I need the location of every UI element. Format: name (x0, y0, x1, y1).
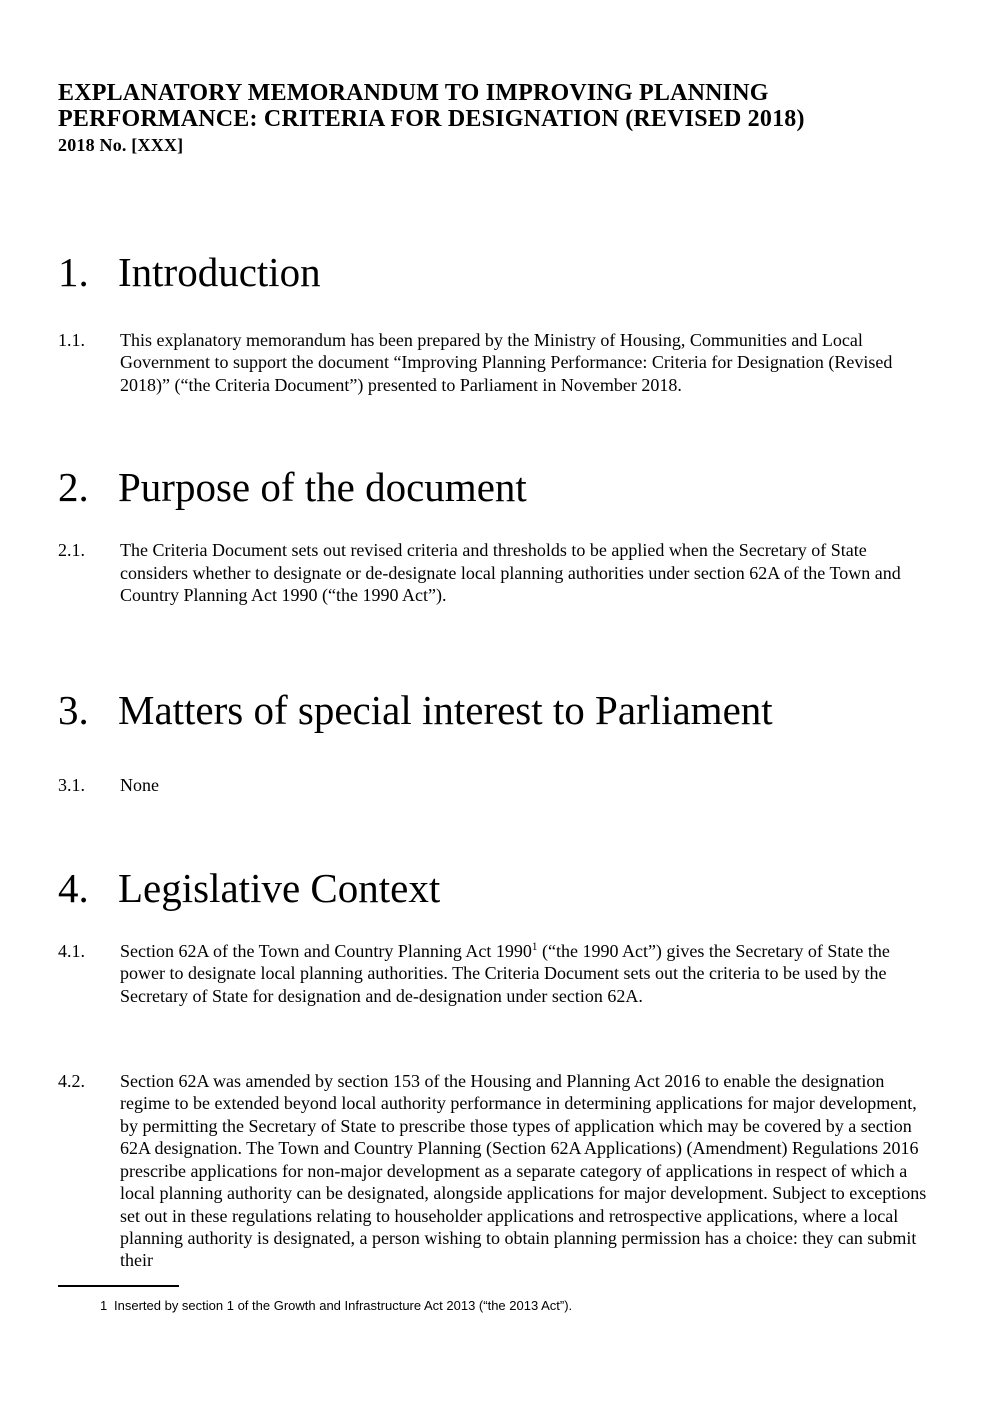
section-purpose (58, 463, 930, 606)
paragraph-3-1 (58, 774, 930, 796)
footnote-reference: 1 (531, 940, 538, 953)
paragraph-text: None (120, 775, 159, 796)
document-title-line-2: PERFORMANCE: CRITERIA FOR DESIGNATION (REVISED 2018) (58, 106, 805, 132)
footnote-separator (58, 1285, 179, 1287)
paragraph-2-1 (58, 539, 930, 606)
section-title: Purpose of the document (118, 464, 527, 511)
section-number: 3. (58, 687, 89, 734)
paragraph-4-1 (58, 940, 930, 1007)
section-heading-purpose (58, 463, 930, 511)
paragraph-number: 1.1. (58, 330, 85, 350)
paragraph-text: The Criteria Document sets out revised criteria and thresholds to be applied when the Secretary of State considers whether to designate or de-designate local planning authorities under section 62A of the Town and Country Planning Act 1990 (“the 1990 Act”). (120, 540, 901, 606)
paragraph-number: 3.1. (58, 775, 85, 796)
document-title-line-1: EXPLANATORY MEMORANDUM TO IMPROVING PLANNING (58, 80, 769, 106)
paragraph-number: 4.2. (58, 1071, 85, 1092)
section-matters-of-special-interest (58, 686, 930, 796)
section-legislative-context (58, 864, 930, 1272)
document-title (58, 80, 930, 158)
document-number-line: 2018 No. [XXX] (58, 135, 184, 155)
paragraph-text (120, 940, 930, 1007)
footnote-text: Inserted by section 1 of the Growth and Infrastructure Act 2013 (“the 2013 Act”). (114, 1297, 573, 1313)
section-number: 1. (58, 249, 89, 295)
paragraph-number: 2.1. (58, 540, 85, 561)
paragraph-text: This explanatory memorandum has been prepared by the Ministry of Housing, Communities and Local Government to support the document “Improving Planning Performance: Criteria for Designation (Revised 2018)” (“the Criteria Document”) presented to Parliament in November 2018. (120, 330, 893, 395)
paragraph-4-2 (58, 1070, 930, 1272)
section-heading-introduction (58, 248, 930, 296)
paragraph-number: 4.1. (58, 940, 85, 961)
footnote-marker: 1 (100, 1297, 108, 1313)
section-title: Legislative Context (118, 864, 441, 911)
paragraph-1-1 (58, 329, 930, 396)
section-introduction (58, 248, 930, 396)
section-title: Matters of special interest to Parliament (118, 687, 773, 734)
section-number: 4. (58, 864, 89, 911)
section-title: Introduction (118, 249, 321, 295)
section-heading-matters (58, 686, 930, 734)
footnote (58, 1298, 930, 1314)
paragraph-text: Section 62A was amended by section 153 of the Housing and Planning Act 2016 to enable the designation regime to be extended beyond local authority performance in determining applications for major development, by permitting the Secretary of State to prescribe those types of application which may be covered by a section 62A designation. The Town and Country Planning (Section 62A Applications) (Amendment) Regulations 2016 prescribe applications for non-major development as a separate category of applications in respect of which a local planning authority can be designated, alongside applications for major development. Subject to exceptions set out in these regulations relating to householder applications and retrospective applications, where a local planning authority is designated, a person wishing to obtain planning permission has a choice: they can submit their (120, 1071, 927, 1271)
section-heading-legislative-context (58, 864, 930, 912)
section-number: 2. (58, 464, 89, 511)
paragraph-text-segment: Section 62A of the Town and Country Planning Act 1990 (120, 940, 532, 961)
paragraph-text-segment: (“the 1990 Act”) gives the Secretary of State the power to designate local planning authorities. The Criteria Document sets out the criteria to be used by the Secretary of State for designation and de-designation under section 62A. (120, 940, 890, 1006)
